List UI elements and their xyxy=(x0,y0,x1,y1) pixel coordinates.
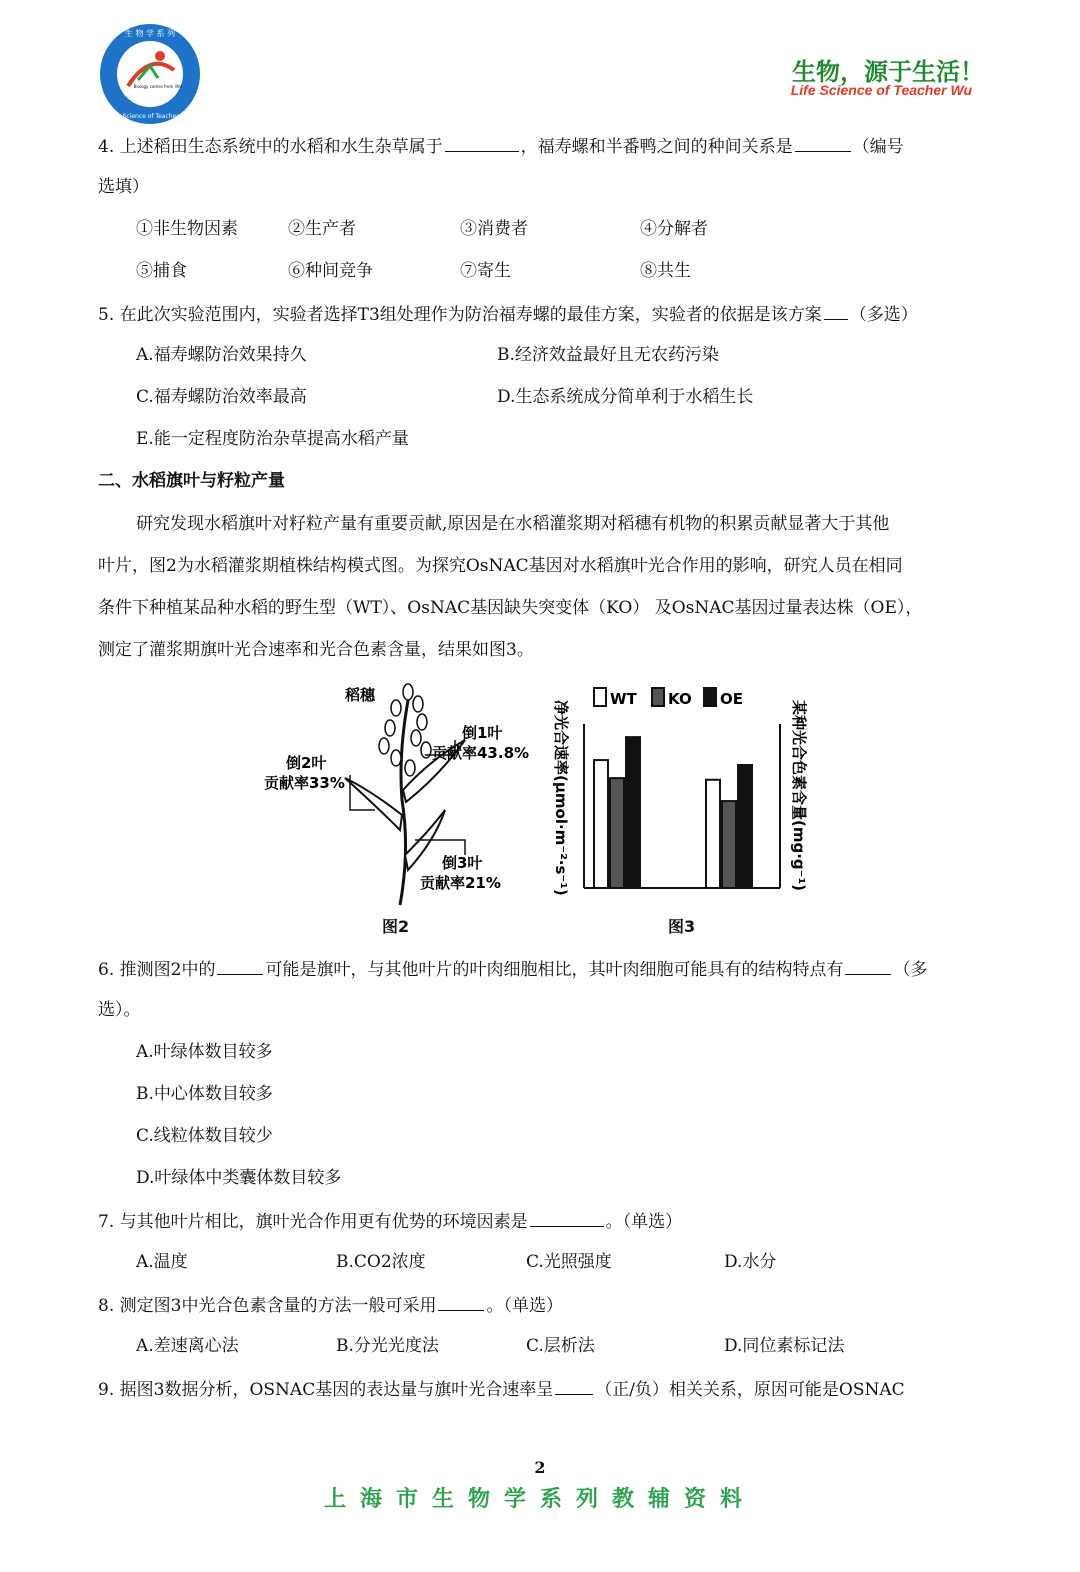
q4-option: ①非生物因素 xyxy=(136,219,238,239)
leaf-2 xyxy=(345,778,402,830)
q8-option: C.层析法 xyxy=(526,1336,595,1356)
section2-title: 二、水稻旗叶与籽粒产量 xyxy=(98,471,285,491)
q4-text-a: 上述稻田生态系统中的水稻和水生杂草属于 xyxy=(119,137,443,157)
q6-text-c: （多 xyxy=(893,960,928,980)
q4-blank-2[interactable] xyxy=(795,133,851,152)
q9-number: 9. xyxy=(98,1380,115,1400)
q4-option: ④分解者 xyxy=(640,219,708,239)
bar-wt-0 xyxy=(594,760,608,888)
bar-ko-1 xyxy=(722,801,736,888)
q6-text-a: 推测图2中的 xyxy=(119,960,216,980)
header-slogan: 生物，源于生活！ xyxy=(792,58,984,86)
q4-option: ⑧共生 xyxy=(640,261,691,281)
q6-number: 6. xyxy=(98,960,115,980)
legend-label-oe: OE xyxy=(720,690,743,708)
q7-number: 7. xyxy=(98,1212,115,1232)
q6-blank-1[interactable] xyxy=(217,956,263,975)
fig2-caption: 图2 xyxy=(382,917,410,936)
q8-number: 8. xyxy=(98,1296,115,1316)
figure-2 xyxy=(250,680,550,910)
q9-blank[interactable] xyxy=(555,1376,593,1395)
bar-oe-0 xyxy=(626,737,640,888)
header-slogan-en: Life Science of Teacher Wu xyxy=(790,82,972,98)
q8-option: D.同位素标记法 xyxy=(724,1336,845,1356)
q5-line1 xyxy=(98,301,918,327)
q5-option: D.生态系统成分简单利于水稻生长 xyxy=(497,387,754,407)
bar-ko-0 xyxy=(610,778,624,888)
q5-number: 5. xyxy=(98,305,115,325)
fig3-legend xyxy=(594,688,743,708)
q4-number: 4. xyxy=(98,137,115,157)
logo-mid-text: Biology comes from life! xyxy=(133,84,183,89)
legend-label-ko: KO xyxy=(668,690,692,708)
fig2-leaf1-rate: 贡献率43.8% xyxy=(432,744,530,762)
q8-blank[interactable] xyxy=(438,1292,484,1311)
q7-option: A.温度 xyxy=(136,1252,188,1272)
legend-swatch-wt xyxy=(594,688,606,706)
q4-option: ⑤捕食 xyxy=(136,261,187,281)
q7-tail: 。（单选） xyxy=(605,1212,683,1232)
q8-tail: 。（单选） xyxy=(486,1296,563,1316)
page-number: 2 xyxy=(534,1458,546,1477)
q6-line2: 选）。 xyxy=(98,1000,141,1020)
fig3-caption: 图3 xyxy=(668,917,696,936)
fig2-label-panicle: 稻穗 xyxy=(345,686,376,704)
bar-oe-1 xyxy=(738,765,752,888)
q7-line1 xyxy=(98,1208,682,1234)
q9-text: 据图3数据分析，OSNAC基因的表达量与旗叶光合速率呈 xyxy=(119,1380,554,1400)
figure-3 xyxy=(548,680,818,910)
section2-para-line: 叶片，图2为水稻灌浆期植株结构模式图。为探究OsNAC基因对水稻旗叶光合作用的影响，研究人员在相同 xyxy=(98,556,903,576)
q4-line2: 选填） xyxy=(98,177,149,197)
q4-option: ③消费者 xyxy=(460,219,528,239)
q5-blank[interactable] xyxy=(824,301,848,320)
fig2-leaf3-rate: 贡献率21% xyxy=(420,874,501,892)
q7-option: C.光照强度 xyxy=(526,1252,612,1272)
q4-text-b: ，福寿螺和半番鸭之间的种间关系是 xyxy=(520,137,793,157)
fig2-leaf2-rate: 贡献率33% xyxy=(264,774,345,792)
q9-line1 xyxy=(98,1376,905,1402)
q4-option: ②生产者 xyxy=(288,219,356,239)
section2-para-line: 条件下种植某品种水稻的野生型（WT）、OsNAC基因缺失突变体（KO） 及OsNAC基因过量表达株（OE）， xyxy=(98,598,923,618)
q4-text-c: （编号 xyxy=(852,137,904,157)
q6-option: D.叶绿体中类囊体数目较多 xyxy=(136,1168,342,1188)
legend-swatch-ko xyxy=(652,688,664,706)
fig2-leaf2-name: 倒2叶 xyxy=(286,754,327,772)
legend-swatch-oe xyxy=(704,688,716,706)
q8-text: 测定图3中光合色素含量的方法一般可采用 xyxy=(119,1296,437,1316)
q6-text-b: 可能是旗叶，与其他叶片的叶肉细胞相比，其叶肉细胞可能具有的结构特点有 xyxy=(265,960,844,980)
q5-option: A.福寿螺防治效果持久 xyxy=(136,345,307,365)
q4-option: ⑥种间竞争 xyxy=(288,261,373,281)
q4-option: ⑦寄生 xyxy=(460,261,511,281)
footer-title: 上海市生物学系列教辅资料 xyxy=(323,1487,756,1512)
q7-option: D.水分 xyxy=(724,1252,777,1272)
q9-tail: （正/负）相关关系，原因可能是OSNAC xyxy=(595,1380,905,1400)
q4-blank-1[interactable] xyxy=(445,133,519,152)
fig3-left-axis-label: 净光合速率(μmol·m⁻²·s⁻¹) xyxy=(552,700,570,896)
fig2-leaf1-name: 倒1叶 xyxy=(462,724,503,742)
q7-text: 与其他叶片相比，旗叶光合作用更有优势的环境因素是 xyxy=(119,1212,528,1232)
legend-label-wt: WT xyxy=(610,690,637,708)
q7-blank[interactable] xyxy=(530,1208,604,1227)
fig3-bars xyxy=(594,737,752,888)
q5-option: C.福寿螺防治效率最高 xyxy=(136,387,307,407)
q4-line1 xyxy=(98,133,904,159)
q5-option: B.经济效益最好且无农药污染 xyxy=(497,345,719,365)
q6-line1 xyxy=(98,956,927,982)
q5-tail: （多选） xyxy=(849,305,918,325)
logo-bottom-text: Life Science of Teacher Wu xyxy=(109,113,191,120)
q6-blank-2[interactable] xyxy=(845,956,891,975)
fig3-right-axis-label: 某种光合色素含量(mg·g⁻¹) xyxy=(790,700,808,892)
q6-option: A.叶绿体数目较多 xyxy=(136,1042,273,1062)
fig2-leaf3-name: 倒3叶 xyxy=(442,854,483,872)
section2-para-line: 研究发现水稻旗叶对籽粒产量有重要贡献,原因是在水稻灌浆期对稻穗有机物的积累贡献显著大于其他 xyxy=(136,514,890,534)
q6-option: B.中心体数目较多 xyxy=(136,1084,273,1104)
q7-option: B.CO2浓度 xyxy=(336,1252,426,1272)
logo-top-text: 生 物 学 系 列 xyxy=(124,29,176,38)
logo xyxy=(98,22,202,126)
q6-option: C.线粒体数目较少 xyxy=(136,1126,273,1146)
q8-line1 xyxy=(98,1292,563,1318)
bar-wt-1 xyxy=(706,780,720,888)
q5-option: E.能一定程度防治杂草提高水稻产量 xyxy=(136,429,409,449)
section2-para-line: 测定了灌浆期旗叶光合速率和光合色素含量，结果如图3。 xyxy=(98,640,534,660)
q5-text: 在此次实验范围内，实验者选择T3组处理作为防治福寿螺的最佳方案，实验者的依据是该方案 xyxy=(119,305,822,325)
q8-option: A.差速离心法 xyxy=(136,1336,239,1356)
q8-option: B.分光光度法 xyxy=(336,1336,439,1356)
